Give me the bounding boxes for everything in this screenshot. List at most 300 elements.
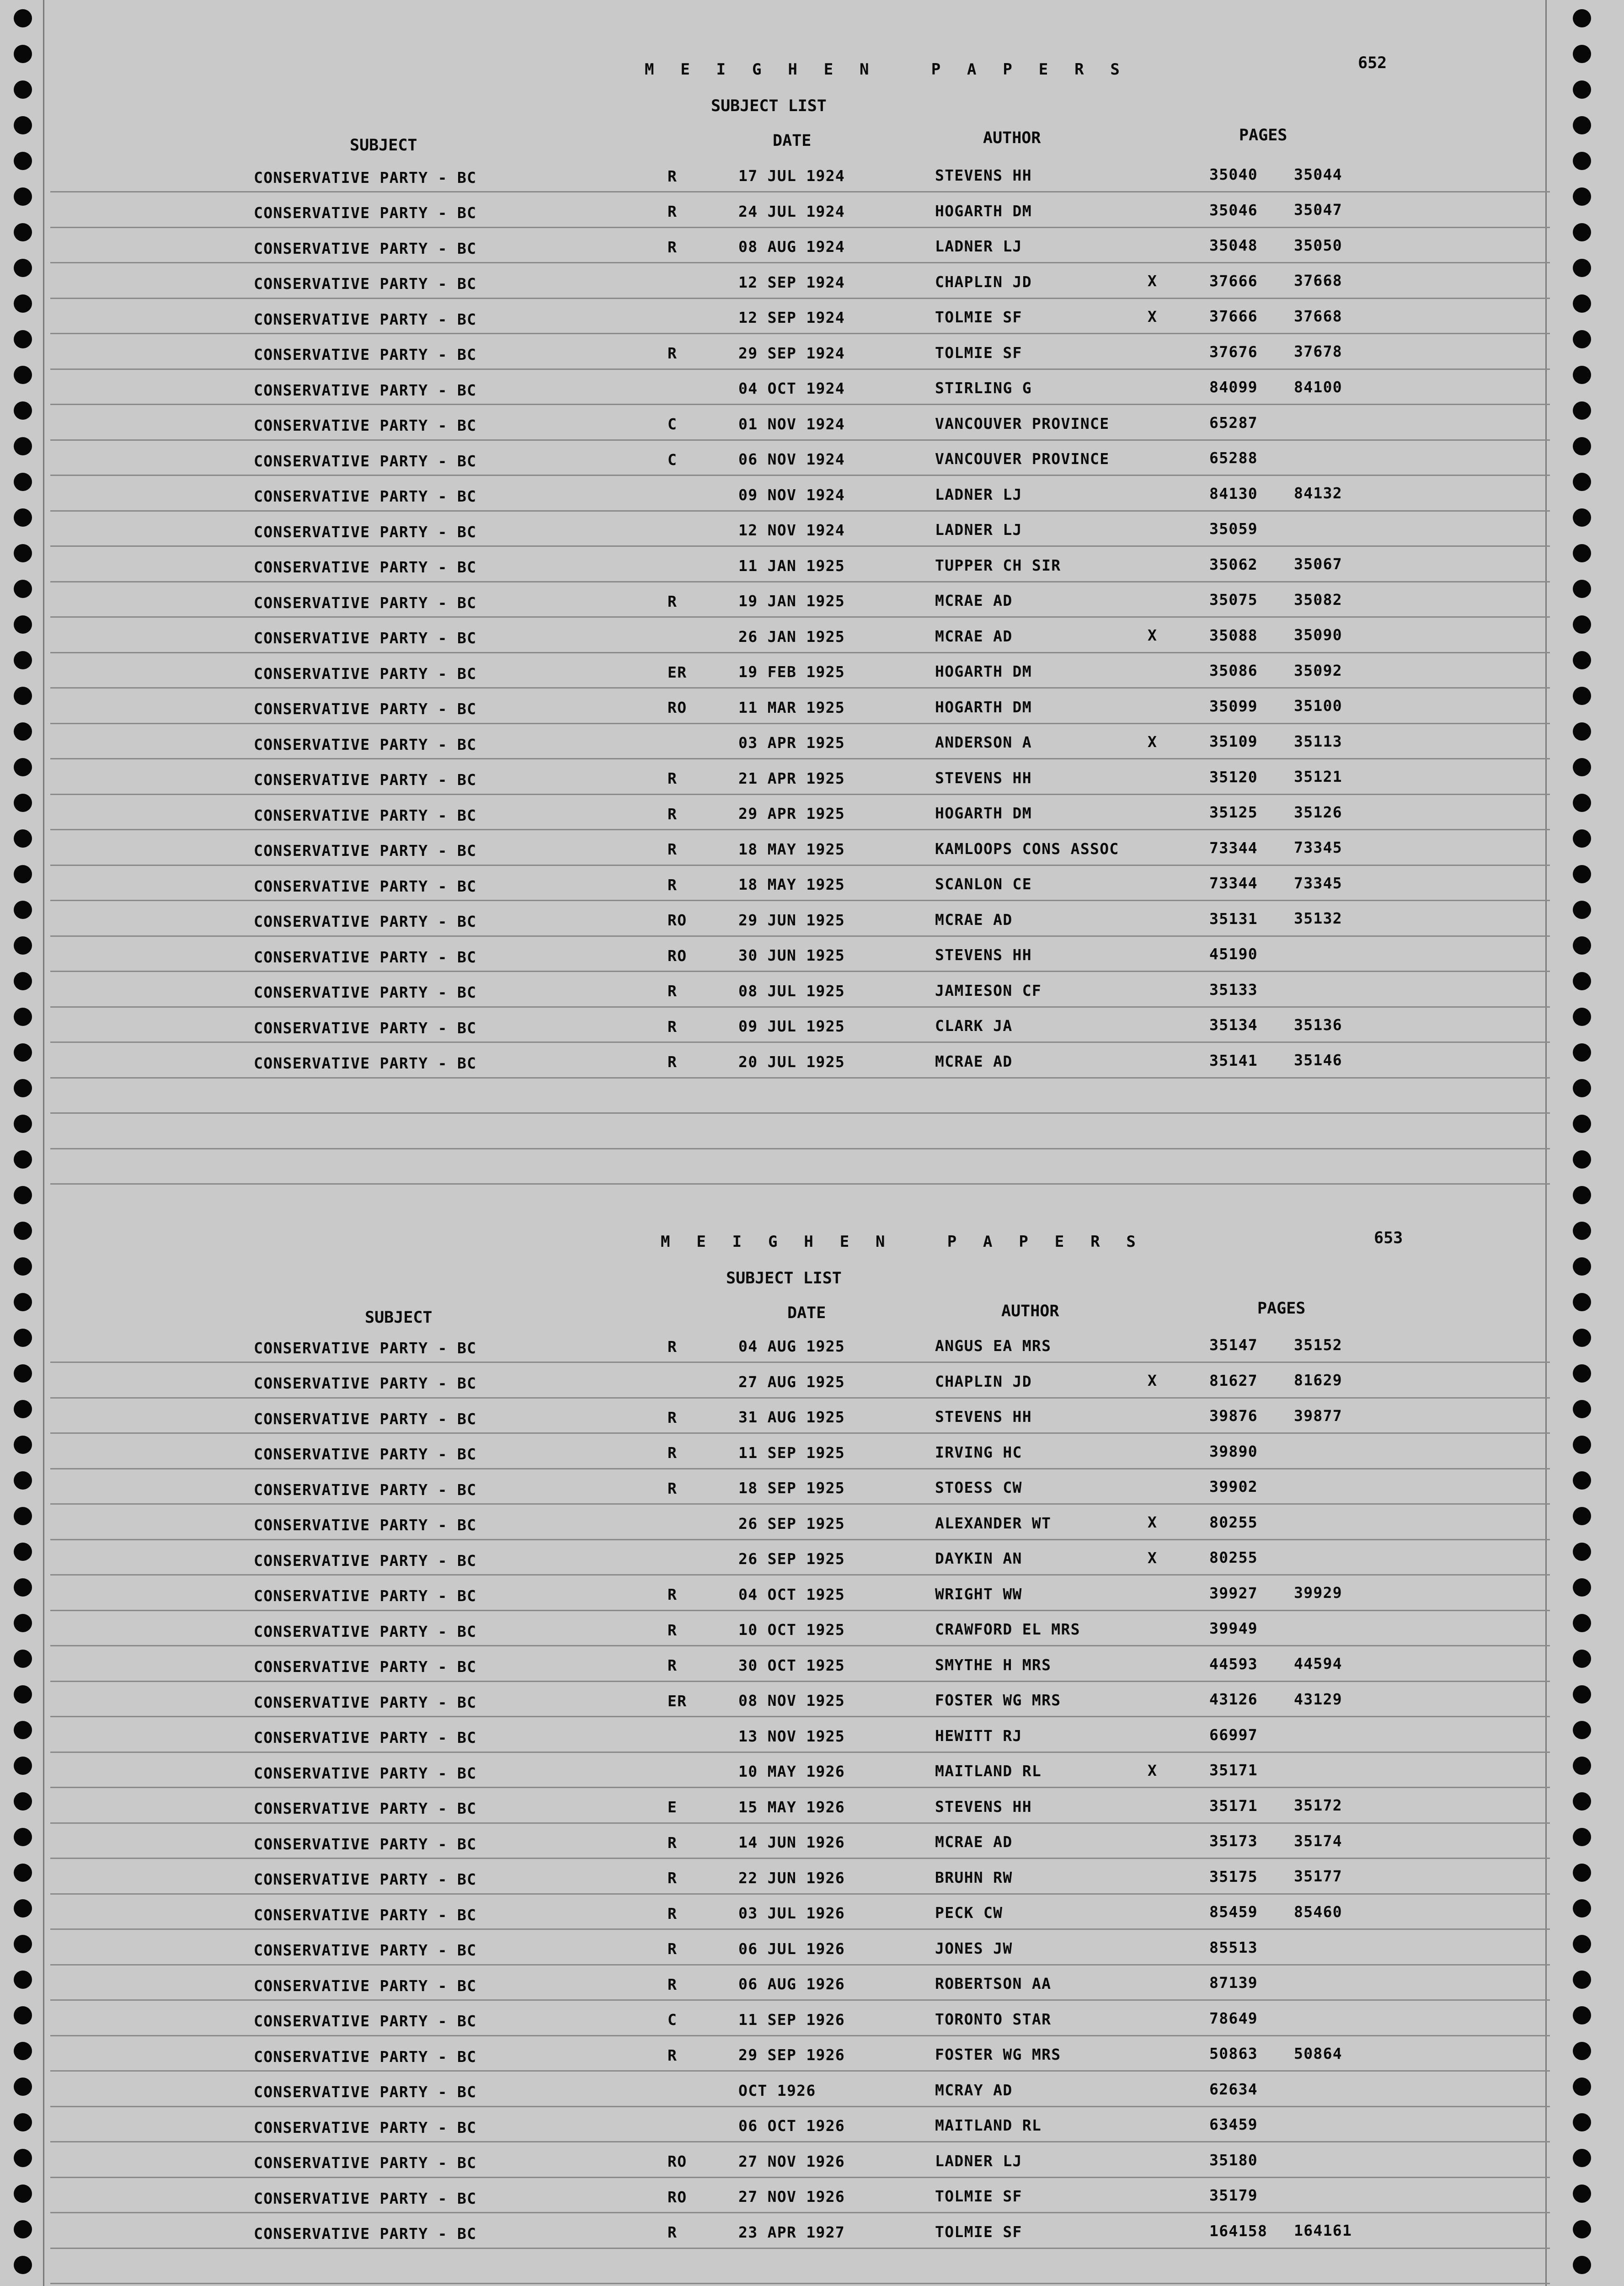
pages-start-cell: 39927 — [1209, 1584, 1258, 1602]
pages-start-cell: 87139 — [1209, 1974, 1258, 1992]
row-rule — [50, 1362, 1550, 1363]
author-cell: MAITLAND RL — [935, 1762, 1042, 1780]
subject-cell: CONSERVATIVE PARTY - BC — [254, 877, 477, 895]
author-cell: CLARK JA — [935, 1017, 1013, 1035]
subject-cell: CONSERVATIVE PARTY - BC — [254, 523, 477, 541]
pages-start-cell: 43126 — [1209, 1690, 1258, 1709]
date-cell: 20 JUL 1925 — [738, 1052, 845, 1071]
pages-start-cell: 73344 — [1209, 874, 1258, 892]
feed-hole — [1573, 259, 1591, 277]
pages-start-cell: 73344 — [1209, 839, 1258, 857]
pages-start-cell: 35046 — [1209, 201, 1258, 219]
code-cell: R — [668, 1586, 678, 1604]
pages-end-cell: 39877 — [1294, 1406, 1342, 1425]
pages-end-cell: 35082 — [1294, 590, 1342, 609]
pages-end-cell: 35047 — [1294, 201, 1342, 219]
feed-hole — [1573, 758, 1591, 776]
row-rule — [50, 581, 1550, 582]
feed-hole — [1573, 1543, 1591, 1561]
author-cell: TUPPER CH SIR — [935, 556, 1061, 574]
row-rule — [50, 262, 1550, 263]
pages-end-cell: 35067 — [1294, 555, 1342, 573]
feed-hole — [14, 794, 32, 812]
subject-cell: CONSERVATIVE PARTY - BC — [254, 239, 477, 257]
date-cell: 01 NOV 1924 — [738, 415, 845, 433]
code-cell: R — [668, 1940, 678, 1958]
pages-end-cell: 35044 — [1294, 165, 1342, 183]
date-cell: 08 JUL 1925 — [738, 982, 845, 1000]
code-cell: R — [668, 344, 678, 363]
author-cell: STEVENS HH — [935, 1797, 1032, 1816]
code-cell: R — [668, 840, 678, 859]
subject-cell: CONSERVATIVE PARTY - BC — [254, 168, 477, 187]
feed-hole — [14, 2149, 32, 2167]
date-cell: 18 MAY 1925 — [738, 840, 845, 858]
row-rule — [50, 2248, 1550, 2249]
feed-hole — [1573, 294, 1591, 313]
feed-hole — [14, 2042, 32, 2060]
row-rule — [50, 687, 1550, 689]
sheet-subtitle: SUBJECT LIST — [711, 97, 827, 115]
code-cell: R — [668, 238, 678, 256]
feed-hole — [1573, 2149, 1591, 2167]
date-cell: 13 NOV 1925 — [738, 1727, 845, 1745]
feed-hole — [1573, 1721, 1591, 1739]
code-cell: R — [668, 1017, 678, 1036]
feed-hole — [1573, 1935, 1591, 1953]
pages-start-cell: 66997 — [1209, 1725, 1258, 1744]
row-rule — [50, 1468, 1550, 1469]
subject-cell: CONSERVATIVE PARTY - BC — [254, 2118, 477, 2136]
author-cell: TOLMIE SF — [935, 2187, 1022, 2206]
column-header-pages: PAGES — [1239, 126, 1287, 144]
row-rule — [50, 1681, 1550, 1682]
author-cell: HOGARTH DM — [935, 698, 1032, 716]
author-cell: TOLMIE SF — [935, 343, 1022, 362]
date-cell: 06 NOV 1924 — [738, 450, 845, 469]
date-cell: 08 AUG 1924 — [738, 238, 845, 256]
subject-cell: CONSERVATIVE PARTY - BC — [254, 1835, 477, 1853]
date-cell: 18 SEP 1925 — [738, 1479, 845, 1497]
pages-end-cell: 50864 — [1294, 2044, 1342, 2062]
row-rule — [50, 1503, 1550, 1505]
row-rule — [50, 510, 1550, 512]
author-cell: LADNER LJ — [935, 521, 1022, 539]
author-cell: STEVENS HH — [935, 166, 1032, 185]
pages-start-cell: 35147 — [1209, 1336, 1258, 1354]
date-cell: 30 OCT 1925 — [738, 1656, 845, 1674]
subject-cell: CONSERVATIVE PARTY - BC — [254, 2083, 477, 2101]
pages-start-cell: 39949 — [1209, 1619, 1258, 1638]
subject-cell: CONSERVATIVE PARTY - BC — [254, 983, 477, 1002]
date-cell: 06 OCT 1926 — [738, 2117, 845, 2135]
code-cell: R — [668, 1833, 678, 1852]
feed-hole — [14, 1685, 32, 1704]
feed-hole — [1573, 330, 1591, 348]
subject-cell: CONSERVATIVE PARTY - BC — [254, 664, 477, 683]
feed-hole — [1573, 544, 1591, 562]
author-cell: DAYKIN AN — [935, 1549, 1022, 1568]
date-cell: 26 JAN 1925 — [738, 627, 845, 646]
date-cell: 12 SEP 1924 — [738, 309, 845, 327]
pages-start-cell: 65287 — [1209, 413, 1258, 432]
feed-hole — [1573, 2185, 1591, 2203]
pages-start-cell: 39890 — [1209, 1442, 1258, 1460]
author-cell: ALEXANDER WT — [935, 1514, 1052, 1532]
feed-hole — [14, 259, 32, 277]
row-rule — [50, 865, 1550, 866]
feed-hole — [14, 2220, 32, 2238]
feed-hole — [14, 2078, 32, 2096]
date-cell: 19 JAN 1925 — [738, 592, 845, 610]
pages-end-cell: 35050 — [1294, 236, 1342, 254]
author-cell: ANDERSON A — [935, 733, 1032, 752]
code-cell: R — [668, 805, 678, 823]
date-cell: 23 APR 1927 — [738, 2223, 845, 2241]
feed-hole — [14, 401, 32, 420]
date-cell: 06 JUL 1926 — [738, 1939, 845, 1958]
feed-hole — [1573, 401, 1591, 420]
feed-hole — [14, 1757, 32, 1775]
author-cell: MCRAY AD — [935, 2081, 1013, 2099]
pages-end-cell: 35121 — [1294, 768, 1342, 786]
row-rule — [50, 2141, 1550, 2142]
author-cell: CHAPLIN JD — [935, 272, 1032, 291]
row-rule — [50, 2212, 1550, 2213]
code-cell: RO — [668, 699, 687, 717]
row-rule — [50, 439, 1550, 441]
feed-hole — [1573, 473, 1591, 491]
feed-hole — [1573, 1186, 1591, 1204]
code-cell: R — [668, 1904, 678, 1923]
feed-hole — [14, 1507, 32, 1525]
feed-hole — [1573, 1222, 1591, 1240]
date-cell: 11 MAR 1925 — [738, 698, 845, 716]
pages-start-cell: 37666 — [1209, 272, 1258, 290]
feed-hole — [1573, 651, 1591, 669]
subject-cell: CONSERVATIVE PARTY - BC — [254, 1729, 477, 1747]
subject-cell: CONSERVATIVE PARTY - BC — [254, 735, 477, 753]
feed-hole — [1573, 1757, 1591, 1775]
date-cell: 10 OCT 1925 — [738, 1621, 845, 1639]
page-number: 652 — [1358, 54, 1387, 72]
feed-hole — [1573, 1828, 1591, 1846]
feed-hole — [14, 1150, 32, 1169]
feed-hole — [1573, 1400, 1591, 1418]
feed-hole — [14, 1329, 32, 1347]
code-cell: R — [668, 203, 678, 221]
subject-cell: CONSERVATIVE PARTY - BC — [254, 593, 477, 612]
column-header-date: DATE — [773, 132, 812, 150]
row-rule — [50, 1432, 1550, 1434]
pages-start-cell: 35125 — [1209, 803, 1258, 822]
sheet-652 — [50, 37, 1550, 1189]
date-cell: 29 SEP 1924 — [738, 344, 845, 362]
pages-end-cell: 35113 — [1294, 732, 1342, 750]
author-cell: SCANLON CE — [935, 875, 1032, 893]
author-cell: MCRAE AD — [935, 1833, 1013, 1851]
author-cell: MCRAE AD — [935, 910, 1013, 929]
feed-hole — [14, 1186, 32, 1204]
pages-start-cell: 39876 — [1209, 1407, 1258, 1425]
feed-hole — [1573, 1899, 1591, 1917]
feed-hole — [14, 294, 32, 313]
feed-hole — [1573, 1578, 1591, 1597]
code-cell: R — [668, 982, 678, 1000]
subject-cell: CONSERVATIVE PARTY - BC — [254, 1764, 477, 1782]
date-cell: 09 JUL 1925 — [738, 1017, 845, 1036]
feed-hole — [1573, 794, 1591, 812]
row-rule — [50, 2106, 1550, 2107]
pages-end-cell: 84100 — [1294, 378, 1342, 396]
pages-start-cell: 35059 — [1209, 520, 1258, 538]
pages-start-cell: 62634 — [1209, 2080, 1258, 2098]
pages-end-cell: 81629 — [1294, 1371, 1342, 1389]
row-rule — [50, 333, 1550, 334]
feed-hole — [14, 1079, 32, 1097]
date-cell: 14 JUN 1926 — [738, 1833, 845, 1852]
row-rule — [50, 900, 1550, 901]
feed-hole — [14, 1828, 32, 1846]
feed-hole — [1573, 2006, 1591, 2024]
row-rule — [50, 1397, 1550, 1399]
feed-hole — [1573, 437, 1591, 455]
feed-hole — [1573, 1471, 1591, 1490]
date-cell: 29 APR 1925 — [738, 805, 845, 823]
feed-hole — [14, 508, 32, 527]
pages-start-cell: 35099 — [1209, 697, 1258, 715]
subject-cell: CONSERVATIVE PARTY - BC — [254, 1551, 477, 1570]
pages-start-cell: 39902 — [1209, 1478, 1258, 1496]
row-rule — [50, 1964, 1550, 1966]
date-cell: 04 OCT 1925 — [738, 1585, 845, 1603]
subject-cell: CONSERVATIVE PARTY - BC — [254, 2012, 477, 2030]
feed-hole — [1573, 580, 1591, 598]
feed-hole — [14, 1578, 32, 1597]
pages-start-cell: 84130 — [1209, 484, 1258, 502]
subject-cell: CONSERVATIVE PARTY - BC — [254, 1976, 477, 1995]
pages-end-cell: 44594 — [1294, 1655, 1342, 1673]
feed-hole — [1573, 1079, 1591, 1097]
date-cell: 08 NOV 1925 — [738, 1692, 845, 1710]
feed-hole — [1573, 1971, 1591, 1989]
row-rule — [50, 227, 1550, 228]
code-cell: ER — [668, 1692, 687, 1710]
date-cell: 04 OCT 1924 — [738, 379, 845, 398]
left-perforation-line — [43, 0, 44, 2286]
code-cell: R — [668, 1444, 678, 1462]
date-cell: 17 JUL 1924 — [738, 167, 845, 185]
pages-end-cell: 73345 — [1294, 874, 1342, 892]
author-cell: CHAPLIN JD — [935, 1372, 1032, 1390]
feed-hole — [1573, 1436, 1591, 1454]
feed-hole — [1573, 1864, 1591, 1882]
subject-cell: CONSERVATIVE PARTY - BC — [254, 629, 477, 647]
feed-hole — [1573, 366, 1591, 384]
row-rule — [50, 1006, 1550, 1008]
pages-start-cell: 35179 — [1209, 2186, 1258, 2205]
subject-cell: CONSERVATIVE PARTY - BC — [254, 771, 477, 789]
feed-hole — [14, 1008, 32, 1026]
author-cell: JONES JW — [935, 1939, 1013, 1957]
subject-cell: CONSERVATIVE PARTY - BC — [254, 558, 477, 577]
x-mark-cell: X — [1148, 1761, 1158, 1779]
author-cell: STEVENS HH — [935, 1408, 1032, 1426]
subject-cell: CONSERVATIVE PARTY - BC — [254, 948, 477, 966]
feed-hole — [1573, 1792, 1591, 1811]
feed-hole — [14, 152, 32, 170]
pages-end-cell: 85460 — [1294, 1902, 1342, 1921]
pages-end-cell: 35092 — [1294, 661, 1342, 679]
author-cell: MAITLAND RL — [935, 2116, 1042, 2135]
pages-start-cell: 35062 — [1209, 555, 1258, 573]
feed-hole — [14, 1293, 32, 1311]
pages-end-cell: 35177 — [1294, 1867, 1342, 1885]
feed-hole — [1573, 936, 1591, 955]
subject-cell: CONSERVATIVE PARTY - BC — [254, 2189, 477, 2207]
pages-end-cell: 73345 — [1294, 839, 1342, 857]
row-rule — [50, 475, 1550, 476]
date-cell: 09 NOV 1924 — [738, 486, 845, 504]
row-rule — [50, 1539, 1550, 1540]
subject-cell: CONSERVATIVE PARTY - BC — [254, 1941, 477, 1960]
date-cell: 24 JUL 1924 — [738, 202, 845, 220]
feed-hole — [14, 1971, 32, 1989]
row-rule — [50, 652, 1550, 653]
feed-hole — [1573, 1614, 1591, 1632]
feed-hole — [14, 1400, 32, 1418]
author-cell: HOGARTH DM — [935, 662, 1032, 681]
date-cell: 12 NOV 1924 — [738, 521, 845, 539]
feed-hole — [14, 901, 32, 919]
feed-hole — [14, 1543, 32, 1561]
date-cell: 10 MAY 1926 — [738, 1763, 845, 1781]
feed-hole — [1573, 829, 1591, 848]
row-rule — [50, 829, 1550, 830]
code-cell: R — [668, 769, 678, 788]
date-cell: 27 AUG 1925 — [738, 1373, 845, 1391]
date-cell: 03 APR 1925 — [738, 734, 845, 752]
author-cell: IRVING HC — [935, 1443, 1022, 1461]
x-mark-cell: X — [1148, 1513, 1158, 1532]
subject-cell: CONSERVATIVE PARTY - BC — [254, 1339, 477, 1357]
row-rule — [50, 2177, 1550, 2178]
feed-hole — [14, 437, 32, 455]
feed-hole — [14, 580, 32, 598]
pages-start-cell: 35048 — [1209, 236, 1258, 255]
column-header-subject: SUBJECT — [350, 136, 417, 155]
subject-cell: CONSERVATIVE PARTY - BC — [254, 1800, 477, 1818]
pages-start-cell: 44593 — [1209, 1655, 1258, 1673]
date-cell: 30 JUN 1925 — [738, 946, 845, 965]
pages-start-cell: 85513 — [1209, 1938, 1258, 1956]
pages-start-cell: 35141 — [1209, 1051, 1258, 1069]
code-cell: R — [668, 1408, 678, 1426]
pages-start-cell: 80255 — [1209, 1513, 1258, 1531]
page-number: 653 — [1374, 1229, 1403, 1247]
feed-hole — [14, 116, 32, 134]
author-cell: STOESS CW — [935, 1479, 1022, 1497]
column-header-date: DATE — [787, 1304, 826, 1322]
subject-cell: CONSERVATIVE PARTY - BC — [254, 2154, 477, 2172]
column-header-author: AUTHOR — [1001, 1302, 1059, 1320]
author-cell: CRAWFORD EL MRS — [935, 1620, 1080, 1639]
row-rule — [50, 723, 1550, 724]
pages-end-cell: 35172 — [1294, 1796, 1342, 1815]
feed-hole — [14, 758, 32, 776]
feed-hole — [14, 223, 32, 241]
feed-hole — [1573, 1043, 1591, 1062]
subject-cell: CONSERVATIVE PARTY - BC — [254, 417, 477, 435]
pages-end-cell: 35090 — [1294, 626, 1342, 644]
feed-hole — [1573, 1008, 1591, 1026]
date-cell: 15 MAY 1926 — [738, 1798, 845, 1816]
author-cell: STEVENS HH — [935, 769, 1032, 787]
feed-hole — [1573, 1293, 1591, 1311]
pages-end-cell: 37678 — [1294, 342, 1342, 361]
feed-hole — [1573, 2078, 1591, 2096]
subject-cell: CONSERVATIVE PARTY - BC — [254, 310, 477, 328]
author-cell: ROBERTSON AA — [935, 1975, 1052, 1993]
author-cell: TOLMIE SF — [935, 308, 1022, 326]
row-rule — [50, 1610, 1550, 1611]
subject-cell: CONSERVATIVE PARTY - BC — [254, 842, 477, 860]
subject-cell: CONSERVATIVE PARTY - BC — [254, 1410, 477, 1428]
pages-start-cell: 35171 — [1209, 1761, 1258, 1779]
pages-end-cell: 37668 — [1294, 307, 1342, 325]
column-header-pages: PAGES — [1257, 1299, 1306, 1318]
feed-hole — [1573, 116, 1591, 134]
pages-start-cell: 35075 — [1209, 591, 1258, 609]
author-cell: VANCOUVER PROVINCE — [935, 450, 1110, 468]
pages-start-cell: 35134 — [1209, 1016, 1258, 1034]
feed-hole — [14, 330, 32, 348]
author-cell: KAMLOOPS CONS ASSOC — [935, 839, 1119, 858]
date-cell: 11 SEP 1925 — [738, 1443, 845, 1462]
feed-hole — [1573, 1257, 1591, 1276]
subject-cell: CONSERVATIVE PARTY - BC — [254, 1374, 477, 1393]
row-rule — [50, 971, 1550, 972]
author-cell: PECK CW — [935, 1904, 1003, 1922]
pages-start-cell: 35180 — [1209, 2151, 1258, 2169]
author-cell: LADNER LJ — [935, 2152, 1022, 2170]
author-cell: MCRAE AD — [935, 592, 1013, 610]
feed-hole — [1573, 223, 1591, 241]
feed-hole — [1573, 1507, 1591, 1525]
date-cell: 27 NOV 1926 — [738, 2152, 845, 2170]
code-cell: RO — [668, 2188, 687, 2206]
row-rule — [50, 2283, 1550, 2284]
code-cell: R — [668, 1656, 678, 1675]
code-cell: RO — [668, 911, 687, 929]
subject-cell: CONSERVATIVE PARTY - BC — [254, 1622, 477, 1640]
date-cell: 11 JAN 1925 — [738, 556, 845, 575]
row-rule — [50, 1042, 1550, 1043]
pages-end-cell: 35146 — [1294, 1051, 1342, 1069]
pages-end-cell: 39929 — [1294, 1584, 1342, 1602]
code-cell: R — [668, 1479, 678, 1497]
code-cell: R — [668, 1337, 678, 1356]
date-cell: 26 SEP 1925 — [738, 1514, 845, 1533]
code-cell: E — [668, 1798, 678, 1816]
date-cell: 21 APR 1925 — [738, 769, 845, 787]
author-cell: TORONTO STAR — [935, 2010, 1052, 2028]
feed-hole — [14, 473, 32, 491]
feed-hole — [14, 1471, 32, 1490]
author-cell: HEWITT RJ — [935, 1726, 1022, 1745]
subject-cell: CONSERVATIVE PARTY - BC — [254, 1480, 477, 1499]
subject-cell: CONSERVATIVE PARTY - BC — [254, 700, 477, 718]
